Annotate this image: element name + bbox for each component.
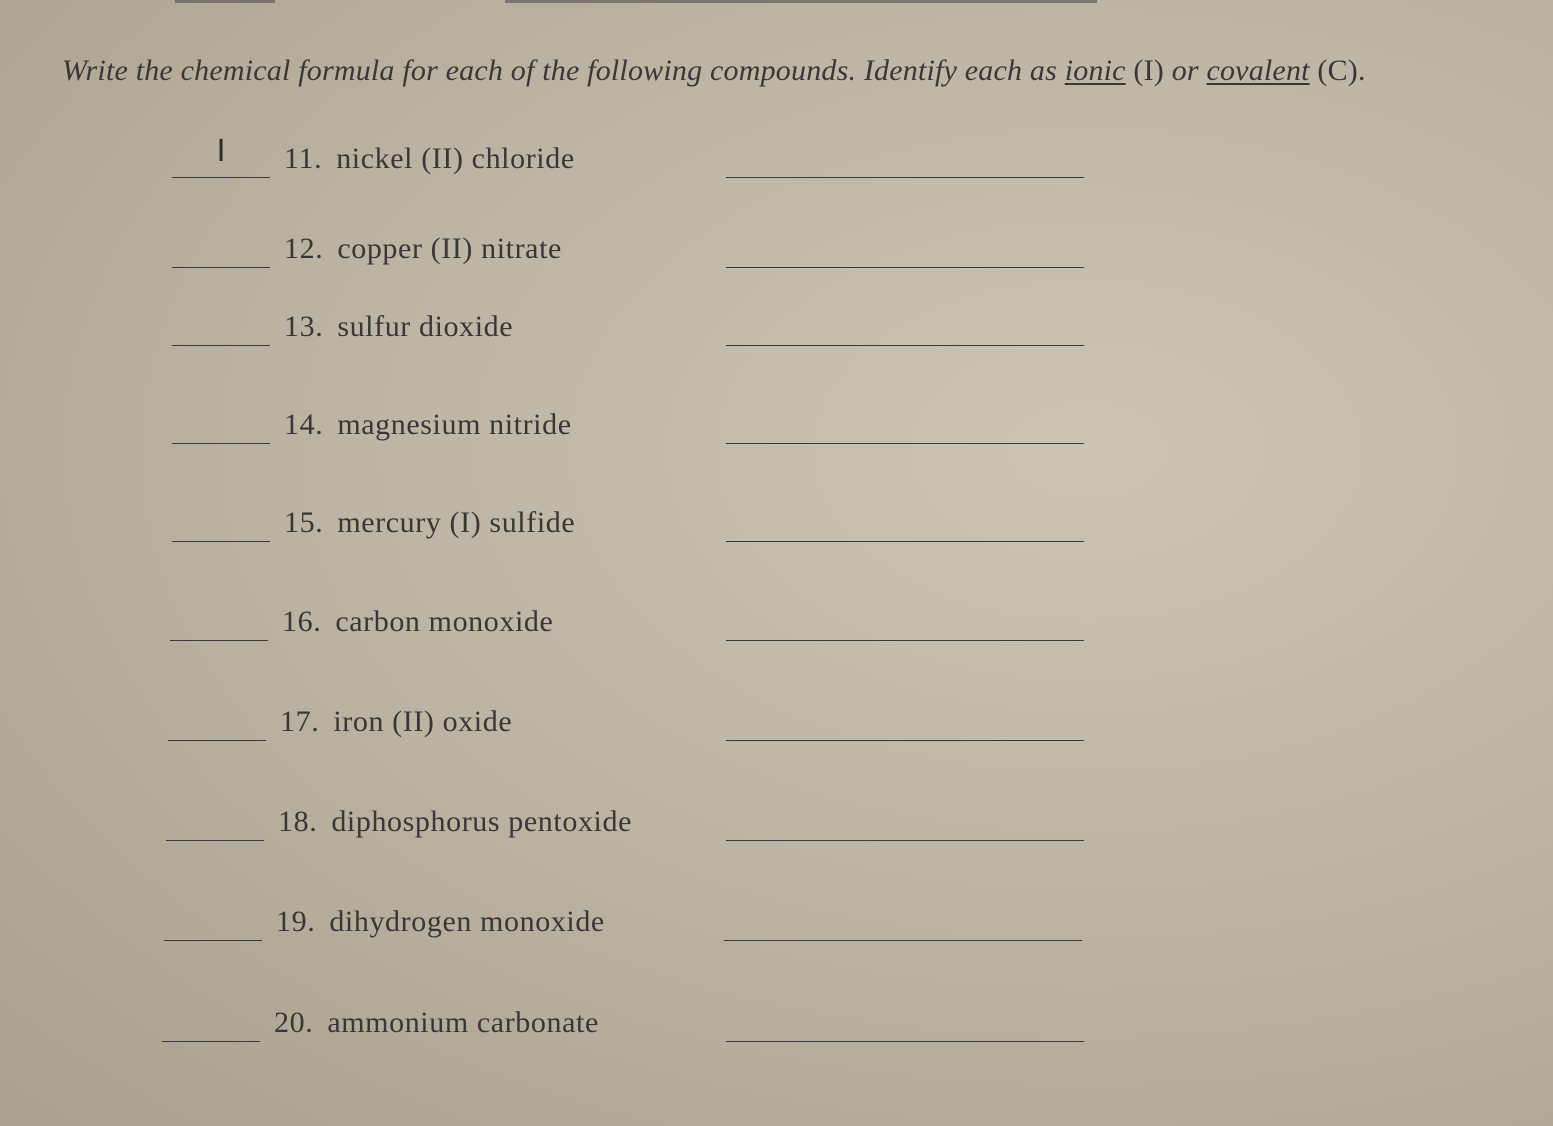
type-answer-blank[interactable]: [172, 177, 270, 178]
question-number: 19.: [276, 905, 316, 938]
question-number: 12.: [284, 232, 324, 265]
covalent-term: covalent: [1206, 54, 1310, 87]
type-answer-blank[interactable]: [166, 840, 264, 841]
question-item: [172, 134, 1092, 184]
question-label: [282, 605, 553, 639]
compound-name: ammonium carbonate: [327, 1006, 599, 1039]
question-item: [172, 308, 1092, 352]
formula-answer-blank[interactable]: [726, 740, 1084, 741]
formula-answer-blank[interactable]: [726, 345, 1084, 346]
type-answer-blank[interactable]: [172, 541, 270, 542]
question-item: [166, 803, 1088, 847]
question-label: [274, 1006, 599, 1040]
compound-name: iron (II) oxide: [333, 705, 513, 738]
formula-answer-blank[interactable]: [726, 1041, 1084, 1042]
question-label: [284, 408, 572, 442]
question-number: 14.: [284, 408, 324, 441]
question-label: [284, 310, 513, 344]
question-item: [172, 230, 1092, 274]
question-number: 17.: [280, 705, 320, 738]
question-item: [170, 603, 1090, 647]
question-number: 16.: [282, 605, 322, 638]
type-answer-blank[interactable]: [162, 1041, 260, 1042]
question-label: [280, 705, 512, 739]
question-number: 20.: [274, 1006, 314, 1039]
compound-name: sulfur dioxide: [337, 310, 514, 343]
type-answer-blank[interactable]: [172, 345, 270, 346]
top-rule-right: [505, 0, 1097, 3]
ionic-code: (I): [1125, 54, 1172, 87]
instructions-text: Write the chemical formula for each of the following compounds. Identify each as: [62, 54, 1065, 87]
question-item: [164, 903, 1088, 947]
covalent-code: (C).: [1309, 54, 1366, 87]
question-number: 11.: [284, 142, 323, 175]
type-answer-blank[interactable]: [170, 640, 268, 641]
question-label: [284, 232, 562, 266]
ionic-term: ionic: [1064, 54, 1126, 87]
formula-answer-blank[interactable]: [726, 267, 1084, 268]
type-answer-blank[interactable]: [172, 443, 270, 444]
compound-name: copper (II) nitrate: [337, 232, 562, 265]
type-answer-blank[interactable]: [164, 940, 262, 941]
instructions: [62, 54, 1522, 88]
type-answer-blank[interactable]: [172, 267, 270, 268]
question-label: [284, 142, 575, 176]
type-answer-blank[interactable]: [168, 740, 266, 741]
question-number: 15.: [284, 506, 324, 539]
formula-answer-blank[interactable]: [726, 840, 1084, 841]
formula-answer-blank[interactable]: [726, 443, 1084, 444]
question-label: [276, 905, 605, 939]
question-number: 18.: [278, 805, 318, 838]
compound-name: magnesium nitride: [337, 408, 572, 441]
question-label: [278, 805, 632, 839]
instructions-or: or: [1171, 54, 1207, 87]
formula-answer-blank[interactable]: [726, 541, 1084, 542]
compound-name: diphosphorus pentoxide: [331, 805, 632, 838]
compound-name: mercury (I) sulfide: [337, 506, 576, 539]
question-item: [168, 703, 1088, 747]
compound-name: dihydrogen monoxide: [329, 905, 605, 938]
formula-answer-blank[interactable]: [724, 940, 1082, 941]
question-number: 13.: [284, 310, 324, 343]
formula-answer-blank[interactable]: [726, 177, 1084, 178]
question-item: [172, 504, 1092, 548]
compound-name: carbon monoxide: [335, 605, 554, 638]
type-answer: I: [216, 134, 226, 169]
question-item: [162, 1004, 1088, 1048]
question-item: [172, 406, 1092, 450]
compound-name: nickel (II) chloride: [336, 142, 575, 175]
top-rule-left: [175, 0, 275, 3]
question-label: [284, 506, 575, 540]
formula-answer-blank[interactable]: [726, 640, 1084, 641]
